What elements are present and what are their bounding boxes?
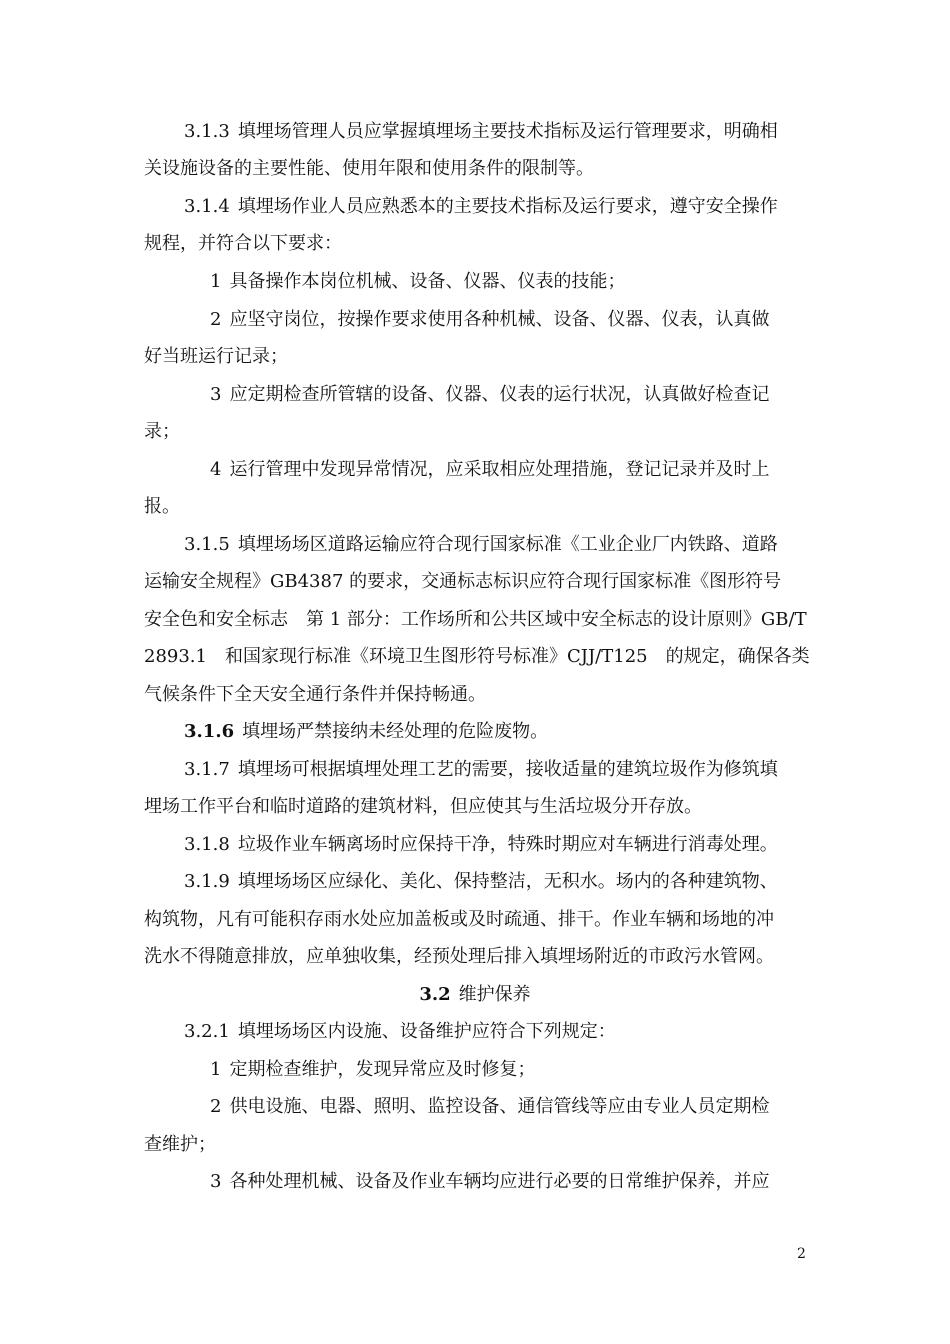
list-item-1: 1 具备操作本岗位机械、设备、仪器、仪表的技能； — [210, 271, 626, 292]
para-3-1-8: 3.1.8 垃圾作业车辆离场时应保持干净，特殊时期应对车辆进行消毒处理。 — [184, 834, 778, 855]
para-3-1-9-line3: 洗水不得随意排放，应单独收集，经预处理后排入填埋场附近的市政污水管网。 — [144, 946, 774, 967]
para-3-1-7-line2: 埋场工作平台和临时道路的建筑材料，但应使其与生活垃圾分开存放。 — [144, 796, 702, 817]
list-item-4-line1: 4 运行管理中发现异常情况，应采取相应处理措施，登记记录并及时上 — [210, 459, 770, 480]
list-item-2-line1: 2 应坚守岗位，按操作要求使用各种机械、设备、仪器、仪表，认真做 — [210, 309, 770, 330]
para-3-1-5-line4: 2893.1 和国家现行标准《环境卫生图形符号标准》CJJ/T125 的规定，确保各类 — [144, 646, 810, 667]
para-3-1-5-line3: 安全色和安全标志 第 1 部分：工作场所和公共区域中安全标志的设计原则》GB/T — [144, 609, 807, 630]
list-item-b3-line1: 3 各种处理机械、设备及作业车辆均应进行必要的日常维护保养，并应 — [210, 1171, 770, 1192]
list-item-2-line2: 好当班运行记录； — [144, 346, 288, 367]
list-item-b1: 1 定期检查维护，发现异常应及时修复； — [210, 1059, 536, 1080]
para-3-1-9-line2: 构筑物，凡有可能积存雨水处应加盖板或及时疏通、排干。作业车辆和场地的冲 — [144, 909, 774, 930]
section-heading-3-2: 3.2 维护保养 — [419, 984, 531, 1005]
list-item-b2-line1: 2 供电设施、电器、照明、监控设备、通信管线等应由专业人员定期检 — [210, 1096, 770, 1117]
para-3-1-9-line1: 3.1.9 填埋场场区应绿化、美化、保持整洁，无积水。场内的各种建筑物、 — [184, 871, 778, 892]
para-3-1-5-line5: 气候条件下全天安全通行条件并保持畅通。 — [144, 684, 486, 705]
list-item-b2-line2: 查维护； — [144, 1134, 216, 1155]
para-3-2-1: 3.2.1 填埋场场区内设施、设备维护应符合下列规定： — [184, 1021, 616, 1042]
para-3-1-3-line1: 3.1.3 填埋场管理人员应掌握填埋场主要技术指标及运行管理要求，明确相 — [184, 121, 778, 142]
para-3-1-7-line1: 3.1.7 填埋场可根据填埋处理工艺的需要，接收适量的建筑垃圾作为修筑填 — [184, 759, 778, 780]
para-3-1-4-line1: 3.1.4 填埋场作业人员应熟悉本的主要技术指标及运行要求，遵守安全操作 — [184, 196, 778, 217]
para-3-1-5-line1: 3.1.5 填埋场场区道路运输应符合现行国家标准《工业企业厂内铁路、道路 — [184, 534, 778, 555]
para-3-1-5-line2: 运输安全规程》GB4387 的要求，交通标志标识应符合现行国家标准《图形符号 — [144, 571, 782, 592]
para-3-1-3-line2: 关设施设备的主要性能、使用年限和使用条件的限制等。 — [144, 158, 594, 179]
para-3-1-6: 3.1.6 填埋场严禁接纳未经处理的危险废物。 — [184, 721, 549, 742]
para-3-1-4-line2: 规程，并符合以下要求： — [144, 233, 342, 254]
page-number: 2 — [797, 1246, 806, 1262]
list-item-4-line2: 报。 — [144, 496, 180, 517]
list-item-3-line1: 3 应定期检查所管辖的设备、仪器、仪表的运行状况，认真做好检查记 — [210, 384, 770, 405]
list-item-3-line2: 录； — [144, 421, 180, 442]
